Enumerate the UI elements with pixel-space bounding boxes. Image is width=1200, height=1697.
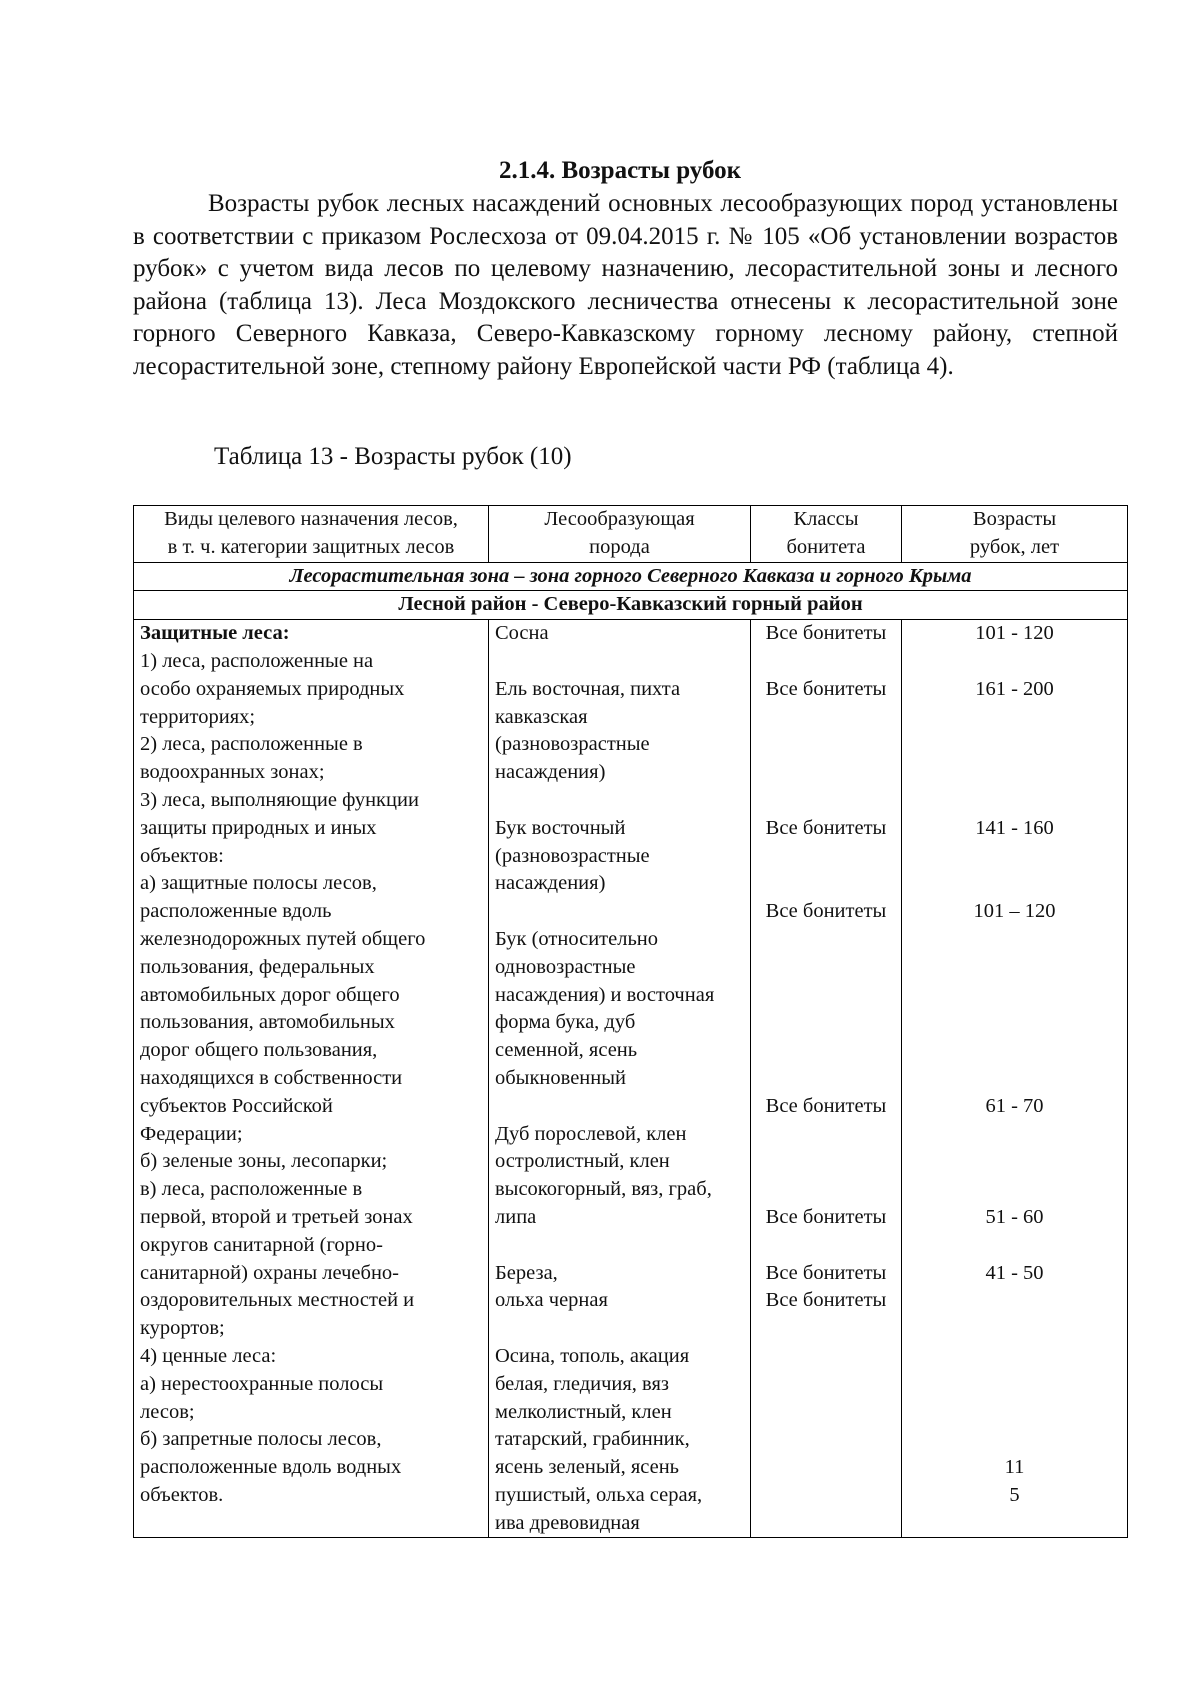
forest-purpose-line: в) леса, расположенные в — [140, 1178, 363, 1201]
tree-species-line: Сосна — [495, 622, 549, 645]
table-body-row — [134, 620, 1128, 1538]
tree-species-line: Осина, тополь, акация — [495, 1344, 690, 1367]
forest-purpose-line: железнодорожных путей общего — [140, 927, 426, 950]
zone-row — [134, 562, 1128, 591]
cutting-age-line — [908, 731, 1121, 759]
forest-purpose-line: находящихся в собственности — [140, 1066, 403, 1089]
tree-species-line: форма бука, дуб — [495, 1011, 636, 1034]
site-class-line — [757, 926, 895, 954]
site-class-line: Все бонитеты — [765, 677, 887, 700]
forest-purpose-line: дорог общего пользования, — [140, 1039, 378, 1062]
tree-species-line — [495, 648, 744, 676]
cutting-age-line — [908, 1037, 1121, 1065]
header-tree-species — [489, 506, 751, 563]
forest-purpose-line: защиты природных и иных — [140, 816, 377, 839]
header-cutting-age — [902, 506, 1128, 563]
forest-purpose-line: пользования, автомобильных — [140, 1011, 395, 1034]
forest-purpose-line: 2) леса, расположенные в — [140, 733, 363, 756]
header-text: Виды целевого назначения лесов, — [164, 508, 458, 530]
site-class-line: Все бонитеты — [765, 1094, 887, 1117]
cutting-age-line: 51 - 60 — [985, 1205, 1044, 1228]
site-class-line — [757, 843, 895, 871]
site-class-line — [757, 648, 895, 676]
forest-purpose-line: 3) леса, выполняющие функции — [140, 788, 419, 811]
tree-species-line: липа — [495, 1205, 537, 1228]
site-class-line: Все бонитеты — [765, 622, 887, 645]
cutting-age-line: 41 - 50 — [985, 1261, 1044, 1284]
forest-purpose-line: санитарной) охраны лечебно- — [140, 1261, 400, 1284]
cutting-age-line — [908, 1065, 1121, 1093]
tree-species-line: одновозрастные — [495, 955, 636, 978]
cutting-age-line: 141 - 160 — [975, 816, 1054, 839]
forest-purpose-line: лесов; — [140, 1400, 195, 1423]
header-text: рубок, лет — [969, 535, 1060, 558]
region-row — [134, 591, 1128, 620]
cutting-age-line — [908, 1232, 1121, 1260]
site-class-line — [757, 1232, 895, 1260]
site-class-line — [757, 1148, 895, 1176]
tree-species-line: мелколистный, клен — [495, 1400, 672, 1423]
header-text: порода — [589, 535, 650, 558]
cutting-age-line — [908, 1371, 1121, 1399]
tree-species-line: кавказская — [495, 705, 588, 728]
tree-species-line: Бук (относительно — [495, 927, 659, 950]
site-class-line — [757, 1009, 895, 1037]
forest-purpose-cell — [134, 620, 489, 1538]
cutting-age-line — [908, 648, 1121, 676]
forest-purpose-line: водоохранных зонах; — [140, 761, 325, 784]
forest-purpose-line: автомобильных дорог общего — [140, 983, 400, 1006]
forest-purpose-line: округов санитарной (горно- — [140, 1233, 383, 1256]
section-heading: 2.1.4. Возрасты рубок — [498, 157, 742, 184]
cutting-age-line: 11 — [1004, 1456, 1025, 1479]
tree-species-cell — [489, 620, 751, 1538]
tree-species-line: насаждения) — [495, 872, 606, 895]
table-header-row — [134, 506, 1128, 563]
tree-species-line: белая, гледичия, вяз — [495, 1372, 669, 1395]
intro-paragraph-text: Возрасты рубок лесных насаждений основных лесообразующих пород установлены в соответствии с приказом Рослесхоза от 09.04.2015 г. № 105 «Об установлении возрастов рубок» с учетом вида лесов по целевому назначению, лесорастительной зоны и лесного района (таблица 13). Леса Моздокского лесничества отнесены к лесорастительной зоне горного Северного Кавказа, Северо-Кавказскому горному лесному району, степной лесорастительной зоне, степному району Европейской части РФ (таблица 4). — [133, 190, 1118, 380]
tree-species-line: Ель восточная, пихта — [495, 677, 681, 700]
region-cell: Лесной район - Северо-Кавказский горный район — [134, 591, 1128, 620]
site-class-line — [757, 731, 895, 759]
site-class-line — [757, 982, 895, 1010]
site-class-cell — [751, 620, 902, 1538]
site-class-line: Все бонитеты — [765, 1205, 887, 1228]
cutting-age-line — [908, 870, 1121, 898]
tree-species-line: обыкновенный — [495, 1066, 626, 1089]
cutting-age-line — [908, 1121, 1121, 1149]
cutting-age-cell — [902, 620, 1128, 1538]
header-text: Классы — [793, 508, 859, 530]
forest-purpose-line: 4) ценные леса: — [140, 1344, 277, 1367]
cutting-age-line: 61 - 70 — [985, 1094, 1044, 1117]
tree-species-line: высокогорный, вяз, граб, — [495, 1178, 712, 1201]
tree-species-line: (разновозрастные — [495, 733, 650, 756]
cutting-age-line: 101 – 120 — [973, 900, 1056, 923]
site-class-line: Все бонитеты — [765, 816, 887, 839]
tree-species-line: ясень зеленый, ясень — [495, 1456, 680, 1479]
forest-purpose-line: б) запретные полосы лесов, — [140, 1428, 382, 1451]
cutting-age-line: 161 - 200 — [975, 677, 1054, 700]
header-text: бонитета — [786, 535, 866, 558]
cutting-age-line — [908, 1287, 1121, 1315]
forest-purpose-line: а) защитные полосы лесов, — [140, 872, 377, 895]
tree-species-line: пушистый, ольха серая, — [495, 1483, 703, 1506]
site-class-line — [757, 704, 895, 732]
forest-purpose-line: объектов: — [140, 844, 224, 867]
forest-purpose-line: 1) леса, расположенные на — [140, 649, 374, 672]
zone-cell: Лесорастительная зона – зона горного Северного Кавказа и горного Крыма — [134, 562, 1128, 591]
cutting-age-line — [908, 1009, 1121, 1037]
forest-purpose-line: территориях; — [140, 705, 256, 728]
site-class-line — [757, 870, 895, 898]
cutting-age-line: 5 — [1009, 1483, 1020, 1506]
forest-purpose-line: расположенные вдоль — [140, 900, 332, 923]
tree-species-line — [495, 1093, 744, 1121]
cutting-age-line — [908, 759, 1121, 787]
header-site-class — [751, 506, 902, 563]
tree-species-line: семенной, ясень — [495, 1039, 638, 1062]
forest-purpose-line: оздоровительных местностей и — [140, 1289, 415, 1312]
forest-purpose-line: Федерации; — [140, 1122, 243, 1145]
tree-species-line — [495, 787, 744, 815]
cutting-age-line — [908, 843, 1121, 871]
tree-species-line — [495, 898, 744, 926]
site-class-line — [757, 787, 895, 815]
site-class-line — [757, 1037, 895, 1065]
forest-purpose-line: первой, второй и третьей зонах — [140, 1205, 413, 1228]
tree-species-line: насаждения) и восточная — [495, 983, 715, 1006]
intro-paragraph — [133, 188, 1118, 383]
header-text: Лесообразующая — [544, 508, 695, 530]
forest-purpose-line: б) зеленые зоны, лесопарки; — [140, 1150, 388, 1173]
cutting-age-line — [908, 787, 1121, 815]
header-text: Возрасты — [972, 508, 1057, 530]
tree-species-line: ива древовидная — [495, 1511, 640, 1534]
forest-purpose-line: курортов; — [140, 1317, 225, 1340]
cutting-age-line — [908, 1176, 1121, 1204]
cutting-age-line — [908, 926, 1121, 954]
cutting-age-line — [908, 1399, 1121, 1427]
site-class-line — [757, 759, 895, 787]
site-class-line: Все бонитеты — [765, 1289, 887, 1312]
tree-species-line: татарский, грабинник, — [495, 1428, 690, 1451]
cutting-age-line — [908, 954, 1121, 982]
site-class-line — [757, 1065, 895, 1093]
forest-purpose-line: субъектов Российской — [140, 1094, 333, 1117]
header-forest-purpose — [134, 506, 489, 563]
cutting-age-line: 101 - 120 — [975, 622, 1054, 645]
tree-species-line: ольха черная — [495, 1289, 608, 1312]
forest-purpose-line: Защитные леса: — [140, 622, 290, 645]
site-class-line — [757, 1176, 895, 1204]
header-text: в т. ч. категории защитных лесов — [167, 535, 455, 558]
site-class-line: Все бонитеты — [765, 1261, 887, 1284]
cutting-age-line — [908, 1315, 1121, 1343]
tree-species-line: Бук восточный — [495, 816, 626, 839]
forest-purpose-line: особо охраняемых природных — [140, 677, 405, 700]
tree-species-line: Береза, — [495, 1261, 558, 1284]
cutting-age-line — [908, 704, 1121, 732]
table-caption: Таблица 13 - Возрасты рубок (10) — [214, 443, 572, 470]
tree-species-line: Дуб порослевой, клен — [495, 1122, 687, 1145]
cutting-age-line — [908, 1148, 1121, 1176]
tree-species-line: остролистный, клен — [495, 1150, 670, 1173]
forest-purpose-line: пользования, федеральных — [140, 955, 375, 978]
forest-purpose-line: а) нерестоохранные полосы — [140, 1372, 384, 1395]
cutting-age-line — [908, 982, 1121, 1010]
cutting-age-line — [908, 1343, 1121, 1371]
forest-purpose-line: расположенные вдоль водных — [140, 1456, 402, 1479]
cutting-age-table — [133, 505, 1128, 1538]
site-class-line — [757, 1121, 895, 1149]
forest-purpose-line: объектов. — [140, 1483, 224, 1506]
cutting-age-line — [908, 1426, 1121, 1454]
tree-species-line — [495, 1232, 744, 1260]
tree-species-line: насаждения) — [495, 761, 606, 784]
tree-species-line: (разновозрастные — [495, 844, 650, 867]
site-class-line: Все бонитеты — [765, 900, 887, 923]
site-class-line — [757, 954, 895, 982]
tree-species-line — [495, 1315, 744, 1343]
